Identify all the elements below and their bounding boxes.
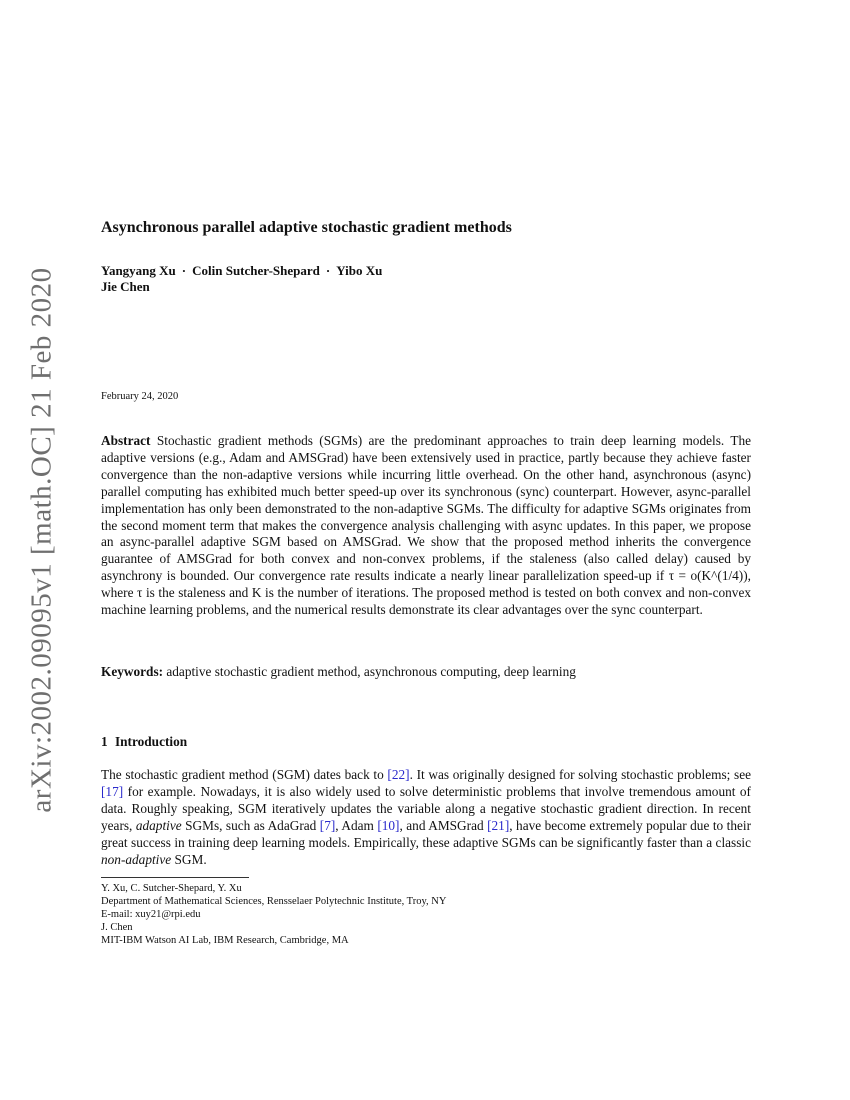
intro-text: , and AMSGrad: [399, 817, 488, 833]
abstract-label: Abstract: [101, 433, 151, 448]
intro-text: for example. Nowadays, it is also widely used to solve deterministic problems that involve tremendous amount of data. Roughly speaking, SGM iteratively updates the variable along a negative stochastic gradient direction. In recent years,: [101, 783, 751, 833]
citation-link-10[interactable]: [10]: [377, 817, 400, 833]
footnote-author-2: J. Chen: [101, 921, 133, 933]
footnote-authors: Y. Xu, C. Sutcher-Shepard, Y. Xu: [101, 883, 242, 894]
section-heading: [101, 734, 187, 750]
paper-title: Asynchronous parallel adaptive stochastic gradient methods: [101, 219, 512, 236]
section-number: 1: [101, 734, 108, 749]
author-line-2: [101, 279, 382, 295]
author-line-1: [101, 263, 382, 279]
keywords-label: Keywords:: [101, 664, 164, 679]
author-separator: ·: [181, 263, 187, 278]
author-separator: ·: [325, 263, 331, 278]
footnote-divider: [101, 877, 249, 878]
intro-text: , Adam: [335, 817, 378, 833]
section-title: Introduction: [114, 734, 188, 749]
citation-link-22[interactable]: [22]: [387, 767, 410, 782]
intro-text: , have become extremely popular due to their great success in training deep learning models. Empirically, these adaptive SGMs can be significantly faster than a classic: [101, 817, 752, 850]
footnote-affiliation-2: MIT-IBM Watson AI Lab, IBM Research, Cambridge, MA: [101, 934, 349, 946]
author-list: [101, 263, 382, 295]
abstract: [101, 433, 751, 619]
author-yibo-xu: Yibo Xu: [336, 263, 383, 278]
citation-link-21[interactable]: [21]: [487, 817, 510, 833]
footnote-email[interactable]: E-mail: xuy21@rpi.edu: [101, 908, 201, 920]
emphasis-non-adaptive: non-adaptive: [101, 851, 172, 867]
intro-text: SGM.: [171, 851, 207, 867]
keywords-text: adaptive stochastic gradient method, asynchronous computing, deep learning: [166, 664, 576, 679]
citation-link-17[interactable]: [17]: [101, 783, 124, 799]
intro-text: SGMs, such as AdaGrad: [181, 817, 320, 833]
footnote-affiliation: Department of Mathematical Sciences, Rensselaer Polytechnic Institute, Troy, NY: [101, 895, 447, 907]
footnote: [101, 883, 751, 948]
citation-link-7[interactable]: [7]: [319, 817, 336, 833]
intro-text: . It was originally designed for solving stochastic problems; see: [409, 767, 752, 782]
intro-text: The stochastic gradient method (SGM) dates back to: [101, 767, 388, 782]
arxiv-side-label: arXiv:2002.09095v1 [math.OC] 21 Feb 2020: [25, 267, 58, 813]
author-yangyang-xu: Yangyang Xu: [101, 263, 176, 278]
author-colin-sutcher-shepard: Colin Sutcher-Shepard: [192, 263, 320, 278]
author-jie-chen: Jie Chen: [101, 279, 150, 294]
keywords: [101, 664, 751, 680]
introduction-paragraph: [101, 767, 751, 868]
abstract-text: Stochastic gradient methods (SGMs) are the predominant approaches to train deep learning models. The adaptive versions (e.g., Adam and AMSGrad) have been extensively used in practice, partly because they achieve faster convergence than the non-adaptive versions while incurring little overhead. On the other hand, asynchronous (async) parallel computing has exhibited much better speed-up over its synchronous (sync) counterpart. However, async-parallel implementation has only been demonstrated to the non-adaptive SGMs. The difficulty for adaptive SGMs originates from the second moment term that makes the convergence analysis challenging with async updates. In this paper, we propose an async-parallel adaptive SGM based on AMSGrad. We show that the proposed method inherits the convergence guarantee of AMSGrad for both convex and non-convex problems, if the staleness (also called delay) caused by asynchrony is bounded. Our convergence rate results indicate a nearly linear parallelization speed-up if τ = o(K^(1/4)), where τ is the staleness and K is the number of iterations. The proposed method is tested on both convex and non-convex machine learning problems, and the numerical results demonstrate its clear advantages over the sync counterpart.: [101, 433, 752, 618]
paper-date: February 24, 2020: [101, 391, 179, 402]
emphasis-adaptive: adaptive: [135, 817, 182, 833]
